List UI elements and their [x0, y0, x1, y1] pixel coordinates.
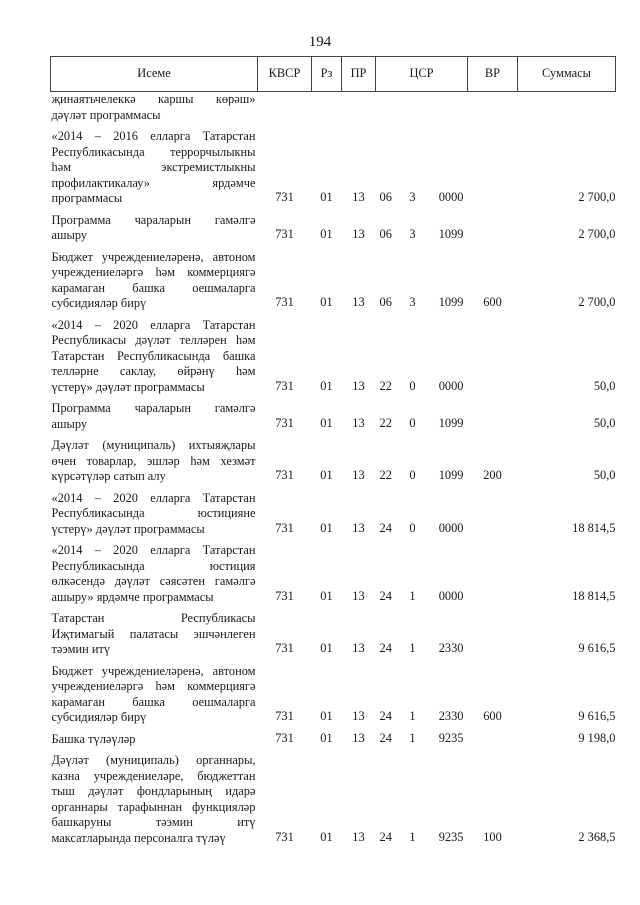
row-csr1-part: 22: [379, 378, 392, 393]
row-name: [51, 605, 258, 658]
row-csr1-part: 22: [379, 468, 392, 482]
row-name: [51, 312, 258, 396]
row-csr2-part: 0: [409, 520, 416, 535]
row-name-line: Дәүләт (муниципаль) ихтыяҗлары: [51, 438, 256, 452]
row-rz: 01: [320, 415, 333, 430]
row-name-line: органнары тарафыннан функцияләр: [51, 799, 256, 814]
row-name-line: «2014 – 2020 елларга Татарстан: [51, 490, 256, 505]
row-rz: 01: [320, 709, 333, 723]
row-sum: 50,0: [593, 415, 616, 430]
row-csr: [376, 92, 468, 124]
row-vr: 600: [483, 709, 502, 723]
row-vr: [468, 605, 518, 658]
table-row: [51, 92, 616, 124]
row-kvsr: 731: [275, 829, 294, 844]
row-sum: 50,0: [593, 468, 616, 482]
row-csr2-part: 1: [409, 730, 416, 745]
row-sum: 18 814,5: [572, 520, 616, 535]
row-name-line: Татарстан Республикасы: [51, 611, 256, 625]
row-csr1-part: 24: [379, 588, 392, 603]
row-name-line: башкаруны тәэмин итү: [51, 815, 256, 829]
row-csr1-part: 06: [379, 227, 392, 241]
table-row: [51, 312, 616, 396]
row-csr1-part: 06: [379, 190, 392, 204]
row-csr3-part: 9235: [438, 730, 464, 745]
row-name-line: өлкәсендә дәүләт сәясәтен гамәлгә: [51, 574, 256, 588]
row-pr: 13: [352, 295, 365, 309]
row-kvsr: 731: [275, 227, 294, 241]
row-csr1-part: 24: [379, 730, 392, 745]
row-name-line: Бюджет учреждениеләренә, автоном: [51, 249, 256, 264]
row-name: [51, 485, 258, 538]
row-name-line: ашыру» ярдәмче программасы: [51, 589, 214, 604]
row-csr3-part: 0000: [438, 190, 464, 204]
row-vr: [468, 537, 518, 605]
row-name-line: җинаятьчелеккә каршы көрәш»: [51, 92, 256, 106]
table-row: [51, 485, 616, 538]
row-kvsr: 731: [275, 730, 294, 745]
row-csr2-part: 1: [409, 709, 416, 723]
row-csr: [376, 312, 468, 396]
row-name-line: «2014 – 2020 елларга Татарстан: [51, 317, 256, 332]
row-csr: [376, 537, 468, 605]
row-name-line: карамаган башка оешмаларга: [51, 280, 256, 295]
row-name-line: үстерү» дәүләт программасы: [51, 379, 205, 394]
row-name: [51, 395, 258, 432]
header-vr: ВР: [468, 57, 518, 92]
row-csr1-part: 22: [379, 415, 392, 430]
row-csr2-part: 3: [409, 190, 416, 204]
row-name: [51, 207, 258, 244]
row-name-line: программасы: [51, 191, 123, 205]
row-pr: 13: [352, 588, 365, 603]
row-csr2-part: 3: [409, 295, 416, 309]
row-name: [51, 658, 258, 726]
row-name-line: карамаган башка оешмаларга: [51, 694, 256, 709]
row-name-line: дәүләт программасы: [51, 107, 161, 122]
row-csr2-part: 1: [409, 829, 416, 844]
row-kvsr: 731: [275, 588, 294, 603]
row-name-line: Бюджет учреждениеләренә, автоном: [51, 663, 256, 678]
row-csr1-part: 24: [379, 829, 392, 844]
row-csr3-part: 1099: [438, 415, 464, 430]
row-vr: [468, 485, 518, 538]
table-body: [51, 92, 616, 847]
row-name-line: тыш дәүләт фондларының идарә: [51, 784, 256, 798]
row-csr1-part: 24: [379, 709, 392, 723]
row-kvsr: 731: [275, 295, 294, 309]
header-csr: ЦСР: [376, 57, 468, 92]
table-row: [51, 207, 616, 244]
table-header: [51, 57, 616, 92]
row-name-line: өчен товарлар, эшләр һәм хезмәт: [51, 453, 256, 468]
row-csr3-part: 0000: [438, 378, 464, 393]
row-name-line: Татарстан Республикасында башка: [51, 348, 256, 363]
row-csr: [376, 726, 468, 748]
row-rz: 01: [320, 588, 333, 603]
page-number: 194: [308, 34, 332, 50]
row-pr: 13: [352, 641, 365, 655]
header-name: Исеме: [51, 57, 258, 92]
table-row: [51, 244, 616, 312]
row-csr: [376, 244, 468, 312]
row-kvsr: 731: [275, 415, 294, 430]
row-name-line: тәэмин итү: [51, 642, 111, 656]
row-csr2-part: 3: [409, 227, 416, 241]
row-rz: 01: [320, 468, 333, 482]
row-rz: 01: [320, 378, 333, 393]
row-csr3-part: 1099: [438, 227, 464, 241]
row-name-line: «2014 – 2016 елларга Татарстан: [51, 129, 256, 143]
row-name-line: күрсәтүләр сатып алу: [51, 469, 166, 483]
row-kvsr: 731: [275, 709, 294, 723]
row-sum: 2 700,0: [578, 227, 616, 241]
header-sum: Суммасы: [518, 57, 616, 92]
row-sum: 9 616,5: [578, 709, 616, 723]
row-sum: [518, 92, 616, 124]
row-vr: 200: [483, 468, 502, 482]
row-rz: 01: [320, 295, 333, 309]
row-vr: [468, 92, 518, 124]
row-csr2-part: 1: [409, 641, 416, 655]
row-kvsr: 731: [275, 190, 294, 204]
row-name: [51, 747, 258, 846]
row-pr: 13: [352, 709, 365, 723]
row-name-line: Программа чараларын гамәлгә: [51, 401, 256, 415]
row-csr1-part: 06: [379, 295, 392, 309]
row-name-line: Иҗтимагый палатасы эшчәнлеген: [51, 626, 256, 641]
row-vr: [468, 395, 518, 432]
row-kvsr: 731: [275, 468, 294, 482]
row-vr: 600: [483, 295, 502, 309]
row-csr3-part: 2330: [438, 709, 464, 723]
row-name-line: Дәүләт (муниципаль) органнары,: [51, 753, 256, 767]
row-name-line: Башка түләүләр: [51, 731, 136, 746]
row-sum: 50,0: [593, 378, 616, 393]
row-pr: 13: [352, 190, 365, 204]
row-pr: 13: [352, 829, 365, 844]
row-name-line: үстерү» дәүләт программасы: [51, 521, 205, 536]
row-csr: [376, 658, 468, 726]
table-row: [51, 432, 616, 485]
row-name: [51, 537, 258, 605]
row-vr: [468, 123, 518, 207]
table-row: [51, 658, 616, 726]
row-name-line: субсидияләр бирү: [51, 710, 147, 724]
row-name-line: телләрне саклау, өйрәнү һәм: [51, 364, 256, 378]
row-csr: [376, 207, 468, 244]
budget-table: [50, 56, 616, 846]
row-name-line: Республикасында юстиция: [51, 558, 256, 573]
table-row: [51, 395, 616, 432]
row-vr: [468, 726, 518, 748]
row-pr: 13: [352, 415, 365, 430]
row-pr: 13: [352, 468, 365, 482]
row-name-line: Республикасы дәүләт телләрен һәм: [51, 333, 256, 347]
row-rz: 01: [320, 730, 333, 745]
row-rz: 01: [320, 227, 333, 241]
row-csr2-part: 0: [409, 378, 416, 393]
row-csr1-part: 24: [379, 520, 392, 535]
row-csr3-part: 1099: [438, 295, 464, 309]
row-vr: [468, 207, 518, 244]
row-name-line: Республикасында юстицияне: [51, 506, 256, 520]
row-vr: 100: [483, 829, 502, 844]
row-name-line: казна учреждениеләре, бюджеттан: [51, 768, 256, 783]
row-name: [51, 123, 258, 207]
row-name-line: максатларында персоналга түләү: [51, 830, 226, 845]
row-rz: 01: [320, 829, 333, 844]
row-csr1-part: 24: [379, 641, 392, 655]
row-rz: 01: [320, 641, 333, 655]
table-row: [51, 123, 616, 207]
row-csr2-part: 0: [409, 415, 416, 430]
row-rz: 01: [320, 190, 333, 204]
row-name: [51, 244, 258, 312]
row-name: [51, 432, 258, 485]
row-rz: 01: [320, 520, 333, 535]
header-kvsr: КВСР: [258, 57, 312, 92]
row-csr3-part: 9235: [438, 829, 464, 844]
row-name-line: ашыру: [51, 416, 88, 431]
row-kvsr: 731: [275, 520, 294, 535]
row-sum: 9 616,5: [578, 641, 616, 655]
row-name-line: Республикасында террорчылыкны: [51, 144, 256, 159]
row-sum: 2 700,0: [578, 295, 616, 309]
table-row: [51, 605, 616, 658]
row-sum: 2 700,0: [578, 190, 616, 204]
row-pr: 13: [352, 730, 365, 745]
row-csr: [376, 432, 468, 485]
row-pr: 13: [352, 227, 365, 241]
row-name: [51, 92, 258, 124]
row-name-line: һәм экстремистлыкны: [51, 160, 256, 174]
row-name-line: ашыру: [51, 228, 88, 242]
row-csr2-part: 1: [409, 588, 416, 603]
row-csr: [376, 605, 468, 658]
row-kvsr: 731: [275, 641, 294, 655]
row-csr: [376, 395, 468, 432]
row-pr: [342, 92, 376, 124]
row-kvsr: [258, 92, 312, 124]
row-csr: [376, 123, 468, 207]
row-csr3-part: 0000: [438, 588, 464, 603]
row-csr2-part: 0: [409, 468, 416, 482]
row-sum: 2 368,5: [578, 829, 616, 844]
row-csr3-part: 1099: [438, 468, 464, 482]
row-sum: 9 198,0: [578, 730, 616, 745]
table-row: [51, 537, 616, 605]
row-name-line: учреждениеләргә һәм коммерциягә: [51, 265, 256, 279]
row-pr: 13: [352, 520, 365, 535]
row-rz: [312, 92, 342, 124]
row-csr3-part: 0000: [438, 520, 464, 535]
table-row: [51, 747, 616, 846]
row-name-line: учреждениеләргә һәм коммерциягә: [51, 679, 256, 693]
row-name-line: Программа чараларын гамәлгә: [51, 212, 256, 227]
header-pr: ПР: [342, 57, 376, 92]
row-kvsr: 731: [275, 378, 294, 393]
row-sum: 18 814,5: [572, 588, 616, 603]
row-csr: [376, 747, 468, 846]
row-vr: [468, 312, 518, 396]
row-name-line: профилактикалау» ярдәмче: [51, 175, 256, 190]
row-name-line: субсидияләр бирү: [51, 296, 147, 310]
table-row: [51, 726, 616, 748]
row-name-line: «2014 – 2020 елларга Татарстан: [51, 543, 256, 557]
row-csr3-part: 2330: [438, 641, 464, 655]
header-rz: Рз: [312, 57, 342, 92]
row-pr: 13: [352, 378, 365, 393]
row-csr: [376, 485, 468, 538]
row-name: [51, 726, 258, 748]
